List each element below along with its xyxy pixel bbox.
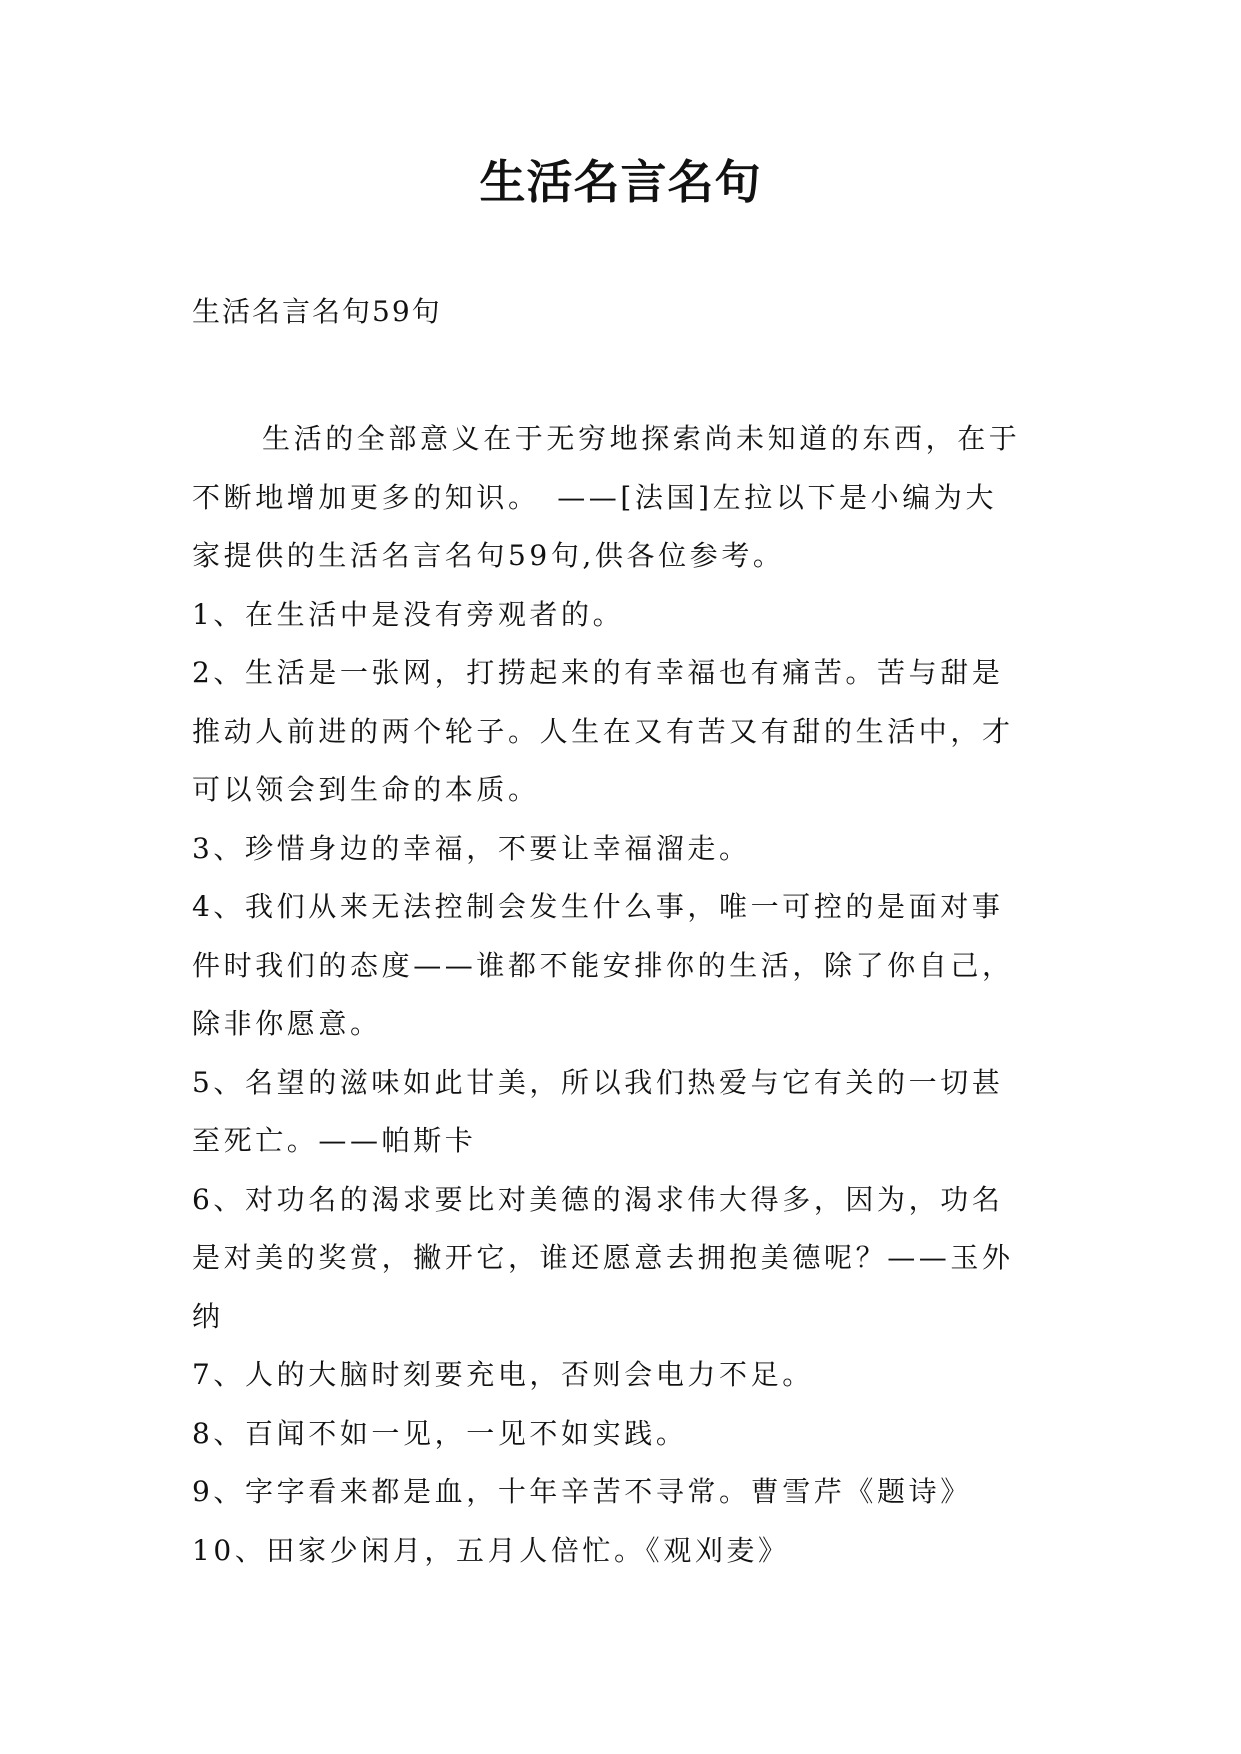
text-line: 9、字字看来都是血，十年辛苦不寻常。曹雪芹《题诗》: [192, 1475, 972, 1508]
document-body: [192, 410, 1070, 1580]
text-line: 纳: [192, 1299, 224, 1333]
text-line: 可以领会到生命的本质。: [192, 773, 540, 806]
text-line: 2、生活是一张网，打捞起来的有幸福也有痛苦。苦与甜是: [192, 656, 1004, 689]
document-subtitle: 生活名言名句59句: [192, 295, 442, 328]
text-line: 4、我们从来无法控制会发生什么事，唯一可控的是面对事: [192, 890, 1004, 923]
document-title: 生活名言名句: [479, 155, 762, 209]
text-line: 是对美的奖赏，撇开它，谁还愿意去拥抱美德呢？——玉外: [192, 1241, 1014, 1274]
text-line: 不断地增加更多的知识。 ——[法国]左拉以下是小编为大: [192, 480, 998, 514]
text-line: 家提供的生活名言名句59句,供各位参考。: [192, 539, 785, 572]
text-line: 1、在生活中是没有旁观者的。: [192, 597, 625, 631]
text-line: 生活的全部意义在于无穷地探索尚未知道的东西，在于: [262, 422, 1021, 455]
text-line: 3、珍惜身边的幸福，不要让幸福溜走。: [192, 831, 751, 865]
text-line: 8、百闻不如一见，一见不如实践。: [192, 1416, 688, 1450]
text-line: 5、名望的滋味如此甘美，所以我们热爱与它有关的一切甚: [192, 1065, 1004, 1099]
text-line: 推动人前进的两个轮子。人生在又有苦又有甜的生活中，才: [192, 714, 1014, 748]
text-line: 至死亡。——帕斯卡: [192, 1124, 477, 1157]
text-line: 10、田家少闲月，五月人倍忙。《观刈麦》: [192, 1533, 790, 1567]
text-line: 7、人的大脑时刻要充电，否则会电力不足。: [192, 1358, 814, 1391]
text-line: 除非你愿意。: [192, 1007, 382, 1040]
text-line: 6、对功名的渴求要比对美德的渴求伟大得多，因为，功名: [192, 1182, 1004, 1216]
text-line: 件时我们的态度——谁都不能安排你的生活，除了你自己，: [192, 948, 1014, 982]
